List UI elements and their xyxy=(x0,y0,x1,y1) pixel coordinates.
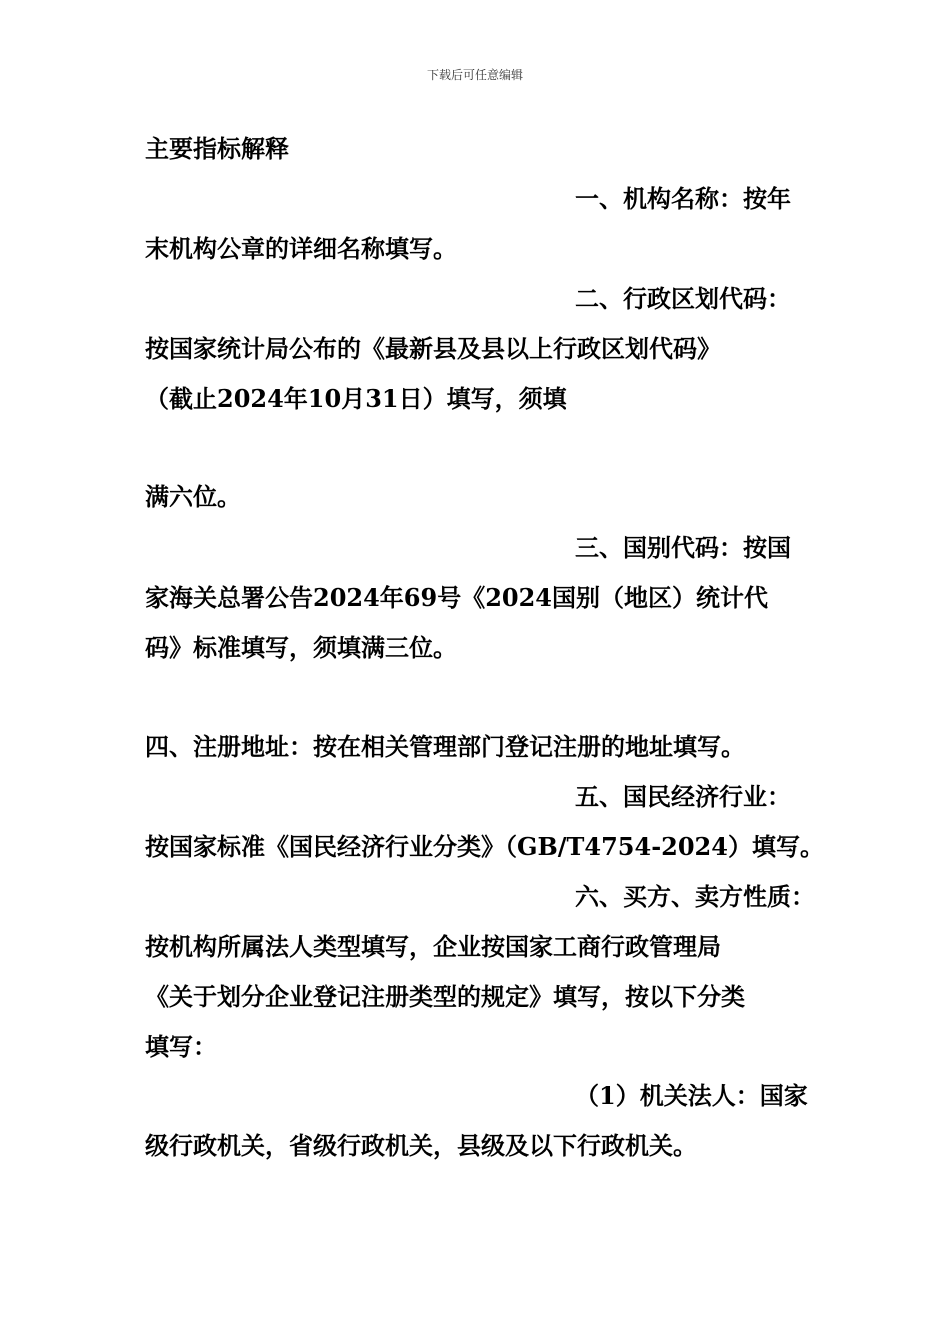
item-5-heading: 五、国民经济行业： xyxy=(575,782,791,811)
item-6-sub1-text: 级行政机关，省级行政机关，县级及以下行政机关。 xyxy=(145,1131,697,1160)
item-2-text-line2: （截止2024年10月31日）填写，须填 xyxy=(145,384,567,413)
item-6-text-line1: 按机构所属法人类型填写，企业按国家工商行政管理局 xyxy=(145,932,721,961)
section-title: 主要指标解释 xyxy=(145,134,289,163)
item-3-text-line1: 家海关总署公告2024年69号《2024国别（地区）统计代 xyxy=(145,583,768,612)
item-5-text: 按国家标准《国民经济行业分类》（GB/T4754-2024）填写。 xyxy=(145,832,824,861)
item-4-text: 四、注册地址：按在相关管理部门登记注册的地址填写。 xyxy=(145,732,745,761)
item-2-heading: 二、行政区划代码： xyxy=(575,284,791,313)
item-6-heading: 六、买方、卖方性质： xyxy=(575,882,815,911)
item-2-text-line3: 满六位。 xyxy=(145,482,241,511)
item-1-text: 末机构公章的详细名称填写。 xyxy=(145,234,457,263)
item-3-text-line2: 码》标准填写，须填满三位。 xyxy=(145,633,457,662)
item-1-heading: 一、机构名称：按年 xyxy=(575,184,791,213)
item-3-heading: 三、国别代码：按国 xyxy=(575,533,791,562)
item-6-sub1-heading: （1）机关法人：国家 xyxy=(575,1081,808,1110)
item-2-text-line1: 按国家统计局公布的《最新县及县以上行政区划代码》 xyxy=(145,334,721,363)
page-header: 下载后可任意编辑 xyxy=(426,68,523,82)
item-6-text-line3: 填写： xyxy=(145,1032,217,1061)
item-6-text-line2: 《关于划分企业登记注册类型的规定》填写，按以下分类 xyxy=(145,982,745,1011)
